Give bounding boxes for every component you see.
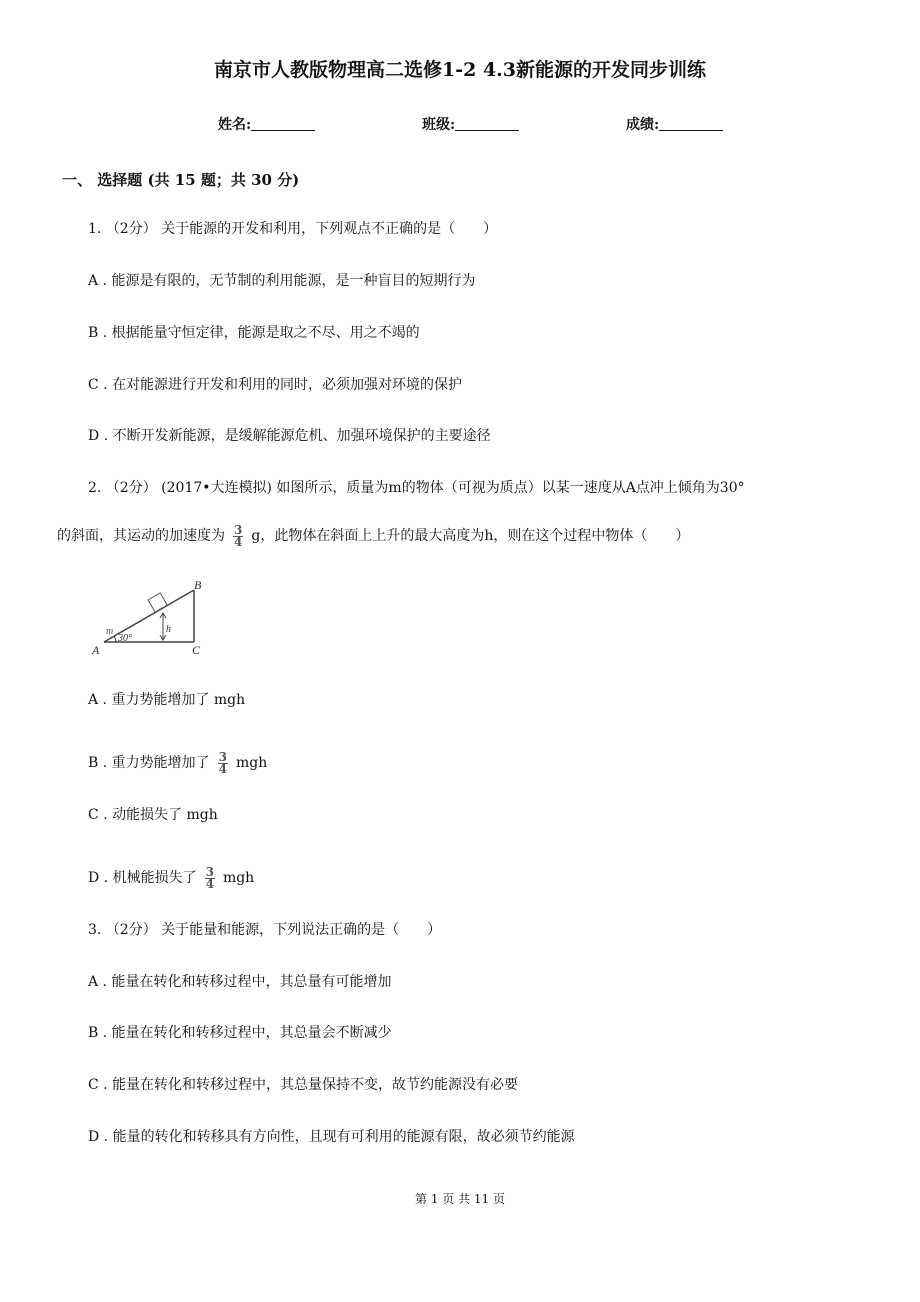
q3-option-d: D . 能量的转化和转移具有方向性，且现有可利用的能源有限，故必须节约能源: [88, 1129, 575, 1145]
q2-option-c: C . 动能损失了 mgh: [88, 807, 218, 823]
q2-option-b: B . 重力势能增加了 $\frac{3}{4}$ mgh: [88, 749, 268, 776]
page-footer: 第 1 页 共 11 页: [415, 1192, 505, 1206]
svg-text:30°: 30°: [118, 633, 132, 644]
q2-option-a: A . 重力势能增加了 mgh: [88, 692, 246, 708]
score-blank[interactable]: [659, 116, 723, 131]
svg-text:C: C: [192, 643, 201, 657]
question-2-stem: 2. （2分） (2017•大连模拟) 如图所示，质量为m的物体（可视为质点）以某一速度从A点冲上倾角为30°: [88, 480, 745, 496]
stem-text: 的斜面，其运动的加速度为: [57, 528, 225, 544]
q1-option-a: A . 能源是有限的，无节制的利用能源，是一种盲目的短期行为: [88, 273, 476, 289]
svg-text:m: m: [106, 626, 114, 637]
q3-option-c: C . 能量在转化和转移过程中，其总量保持不变，故节约能源没有必要: [88, 1077, 519, 1093]
svg-text:B: B: [194, 580, 202, 592]
svg-text:h: h: [166, 624, 171, 635]
q1-option-c: C . 在对能源进行开发和利用的同时，必须加强对环境的保护: [88, 377, 463, 393]
q3-option-b: B . 能量在转化和转移过程中，其总量会不断减少: [88, 1025, 392, 1041]
score-field[interactable]: [626, 115, 723, 135]
question-3-stem: 3. （2分） 关于能量和能源，下列说法正确的是（ ）: [88, 922, 442, 938]
class-label: 班级:: [422, 117, 456, 133]
score-label: 成绩:: [626, 117, 660, 133]
fraction-three-quarters: $\frac{3}{4}$: [218, 749, 227, 776]
question-1-stem: 1. （2分） 关于能源的开发和利用，下列观点不正确的是（ ）: [88, 221, 498, 237]
name-blank[interactable]: [251, 116, 315, 131]
svg-text:A: A: [92, 643, 100, 657]
class-field[interactable]: [422, 115, 519, 135]
document-title: 南京市人教版物理高二选修1-2 4.3新能源的开发同步训练: [214, 59, 706, 81]
section-heading: 一、 选择题 (共 15 题；共 30 分): [62, 171, 300, 189]
name-field[interactable]: [218, 115, 315, 135]
class-blank[interactable]: [455, 116, 519, 131]
q1-option-b: B . 根据能量守恒定律，能源是取之不尽、用之不竭的: [88, 325, 420, 341]
fraction-three-quarters: $\frac{3}{4}$: [205, 864, 214, 891]
name-label: 姓名:: [218, 117, 252, 133]
stem-text: g，此物体在斜面上上升的最大高度为h，则在这个过程中物体（ ）: [251, 528, 690, 544]
q1-option-d: D . 不断开发新能源，是缓解能源危机、加强环境保护的主要途径: [88, 428, 491, 444]
q2-option-d: D . 机械能损失了 $\frac{3}{4}$ mgh: [88, 864, 255, 891]
question-2-stem-line2: [57, 518, 689, 554]
q3-option-a: A . 能量在转化和转移过程中，其总量有可能增加: [88, 974, 392, 990]
incline-diagram: [84, 580, 214, 658]
fraction-three-quarters: $\frac{3}{4}$: [234, 522, 243, 549]
